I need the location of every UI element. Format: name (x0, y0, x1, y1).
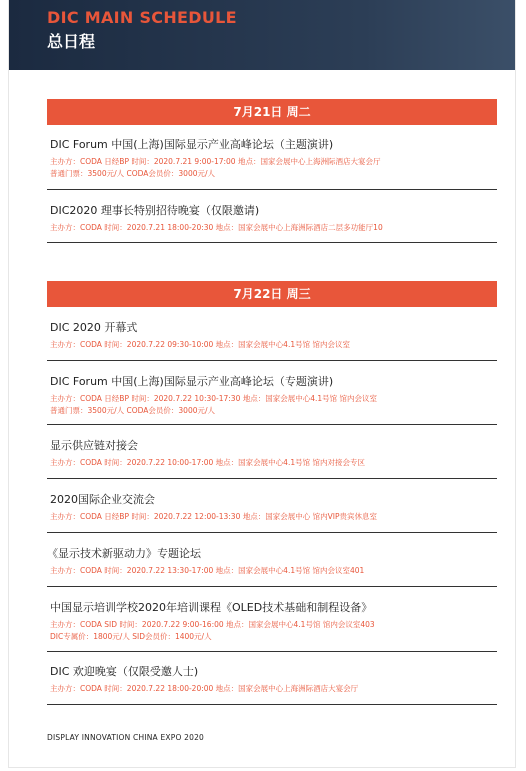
divider (47, 532, 497, 533)
event-detail: DIC专属价：1800元/人 SID会员价：1400元/人 (50, 632, 212, 641)
event-title: DIC Forum 中国(上海)国际显示产业高峰论坛（主题演讲) (50, 138, 334, 151)
event-title: DIC 欢迎晚宴（仅限受邀人士) (50, 665, 199, 678)
divider (47, 586, 497, 587)
divider (47, 704, 497, 705)
event-detail: 主办方：CODA 日经BP 时间：2020.7.21 9:00-17:00 地点：国家会展中心上海洲际酒店大宴会厅 (50, 157, 381, 166)
event-detail: 主办方：CODA 时间：2020.7.22 13:30-17:00 地点：国家会展中心4.1号馆 馆内会议室401 (50, 566, 365, 575)
event-title: DIC 2020 开幕式 (50, 321, 138, 334)
divider (47, 478, 497, 479)
schedule-page (8, 0, 516, 768)
divider (47, 424, 497, 425)
day-header-jul21: 7月21日 周二 (47, 99, 497, 125)
event-detail: 主办方：CODA 时间：2020.7.22 09:30-10:00 地点：国家会展中心4.1号馆 馆内会议室 (50, 340, 350, 349)
event-title: DIC Forum 中国(上海)国际显示产业高峰论坛（专题演讲) (50, 375, 334, 388)
event-detail: 主办方：CODA SID 时间：2020.7.22 9:00-16:00 地点：国家会展中心4.1号馆 馆内会议室403 (50, 620, 375, 629)
divider (47, 360, 497, 361)
page-header (9, 0, 515, 70)
event-title: 2020国际企业交流会 (50, 493, 155, 506)
event-detail: 主办方：CODA 时间：2020.7.22 10:00-17:00 地点：国家会展中心4.1号馆 馆内对接会专区 (50, 458, 365, 467)
event-title: DIC2020 理事长特别招待晚宴（仅限邀请) (50, 204, 260, 217)
event-detail: 主办方：CODA 日经BP 时间：2020.7.22 10:30-17:30 地点：国家会展中心4.1号馆 馆内会议室 (50, 394, 378, 403)
page-footer: DISPLAY INNOVATION CHINA EXPO 2020 (47, 733, 205, 742)
event-title: 《显示技术新驱动力》专题论坛 (47, 547, 201, 560)
divider (47, 242, 497, 243)
event-detail: 普通门票：3500元/人 CODA会员价：3000元/人 (50, 406, 216, 415)
event-detail: 主办方：CODA 时间：2020.7.22 18:00-20:00 地点：国家会展中心上海洲际酒店大宴会厅 (50, 684, 359, 693)
divider (47, 189, 497, 190)
event-detail: 主办方：CODA 时间：2020.7.21 18:00-20:30 地点：国家会展中心上海洲际酒店二层多功能厅10 (50, 223, 383, 232)
divider (47, 651, 497, 652)
day-header-jul22: 7月22日 周三 (47, 281, 497, 307)
event-title: 显示供应链对接会 (50, 439, 138, 452)
page-title-en: DIC MAIN SCHEDULE (47, 8, 237, 27)
event-detail: 主办方：CODA 日经BP 时间：2020.7.22 12:00-13:30 地点：国家会展中心 馆内VIP贵宾休息室 (50, 512, 377, 521)
event-detail: 普通门票：3500元/人 CODA会员价：3000元/人 (50, 169, 216, 178)
page-title-zh: 总日程 (47, 32, 96, 51)
event-title: 中国显示培训学校2020年培训课程《OLED技术基础和制程设备》 (50, 601, 373, 614)
